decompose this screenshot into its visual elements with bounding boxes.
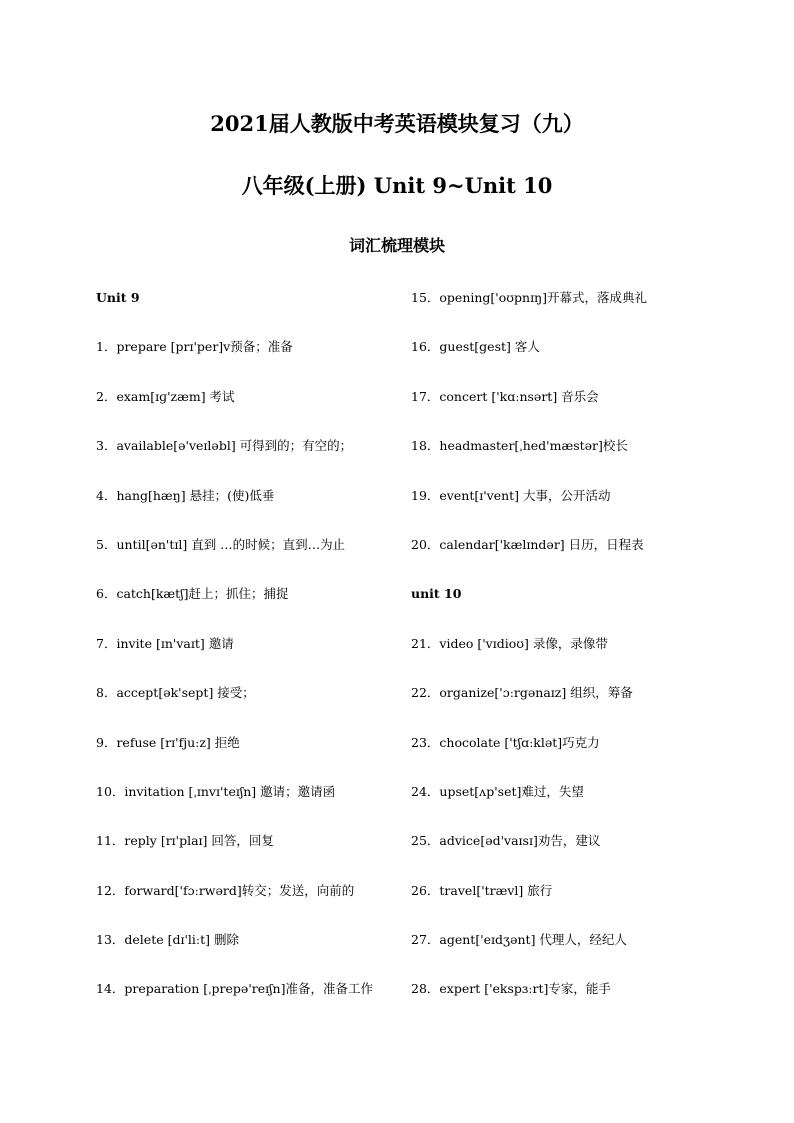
vocabulary-item: 21．video ['vɪdioʊ] 录像，录像带 — [411, 635, 608, 651]
vocabulary-item: 14．preparation [ˌprepə'reɪʃn]准备，准备工作 — [96, 981, 373, 997]
vocabulary-item: 7．invite [ɪn'vaɪt] 邀请 — [96, 635, 234, 651]
document-subtitle: 八年级(上册) Unit 9~Unit 10 — [241, 173, 553, 198]
vocabulary-item: 24．upset[ʌp'set]难过，失望 — [411, 783, 584, 799]
document-title: 2021届人教版中考英语模块复习（九） — [210, 111, 584, 136]
vocabulary-item: 18．headmaster[ˌhed'mæstər]校长 — [411, 438, 628, 454]
vocabulary-item: 6．catch[kætʃ]赶上；抓住；捕捉 — [96, 586, 289, 602]
vocabulary-item: 4．hang[hæŋ] 悬挂；(使)低垂 — [96, 487, 275, 503]
vocabulary-item: 25．advice[əd'vaɪsɪ]劝告，建议 — [411, 833, 601, 849]
vocabulary-item: 10．invitation [ˌɪnvɪ'teɪʃn] 邀请；邀请函 — [96, 783, 336, 799]
section-title: 词汇梳理模块 — [348, 236, 445, 255]
vocabulary-item: 19．event[ɪ'vent] 大事，公开活动 — [411, 487, 611, 503]
vocabulary-item: 12．forward['fɔːrwərd]转交；发送，向前的 — [96, 882, 355, 898]
vocabulary-item: 1．prepare [prɪ'per]v预备；准备 — [96, 339, 293, 355]
vocabulary-item: 13．delete [dɪ'liːt] 删除 — [96, 932, 239, 948]
vocabulary-item: 5．until[ən'tɪl] 直到 …的时候；直到…为止 — [96, 536, 346, 552]
vocabulary-item: 17．concert ['kɑːnsərt] 音乐会 — [411, 388, 599, 404]
unit-heading: unit 10 — [411, 586, 462, 602]
vocabulary-item: 11．reply [rɪ'plaɪ] 回答，回复 — [96, 833, 274, 849]
vocabulary-column-left — [96, 288, 401, 1029]
vocabulary-item: 15．opening['oʊpnɪŋ]开幕式，落成典礼 — [411, 290, 647, 305]
unit-heading: Unit 9 — [96, 290, 140, 305]
vocabulary-item: 28．expert ['ekspɜːrt]专家，能手 — [411, 981, 611, 997]
vocabulary-item: 8．accept[ək'sept] 接受； — [96, 685, 255, 701]
vocabulary-item: 22．organize['ɔːrgənaɪz] 组织，筹备 — [411, 685, 633, 701]
vocabulary-column-right — [411, 288, 711, 1029]
vocabulary-item: 26．travel['trævl] 旅行 — [411, 882, 553, 898]
vocabulary-item: 16．guest[gest] 客人 — [411, 339, 540, 355]
vocabulary-item: 20．calendar['kælɪndər] 日历，日程表 — [411, 536, 644, 552]
vocabulary-item: 3．available[ə'veɪləbl] 可得到的；有空的； — [96, 438, 353, 454]
vocabulary-item: 23．chocolate ['tʃɑːklət]巧克力 — [411, 734, 600, 750]
vocabulary-item: 2．exam[ɪɡ'zæm] 考试 — [96, 388, 235, 404]
vocabulary-item: 27．agent['eɪdʒənt] 代理人，经纪人 — [411, 932, 627, 948]
vocabulary-item: 9．refuse [rɪ'fjuːz] 拒绝 — [96, 734, 240, 750]
